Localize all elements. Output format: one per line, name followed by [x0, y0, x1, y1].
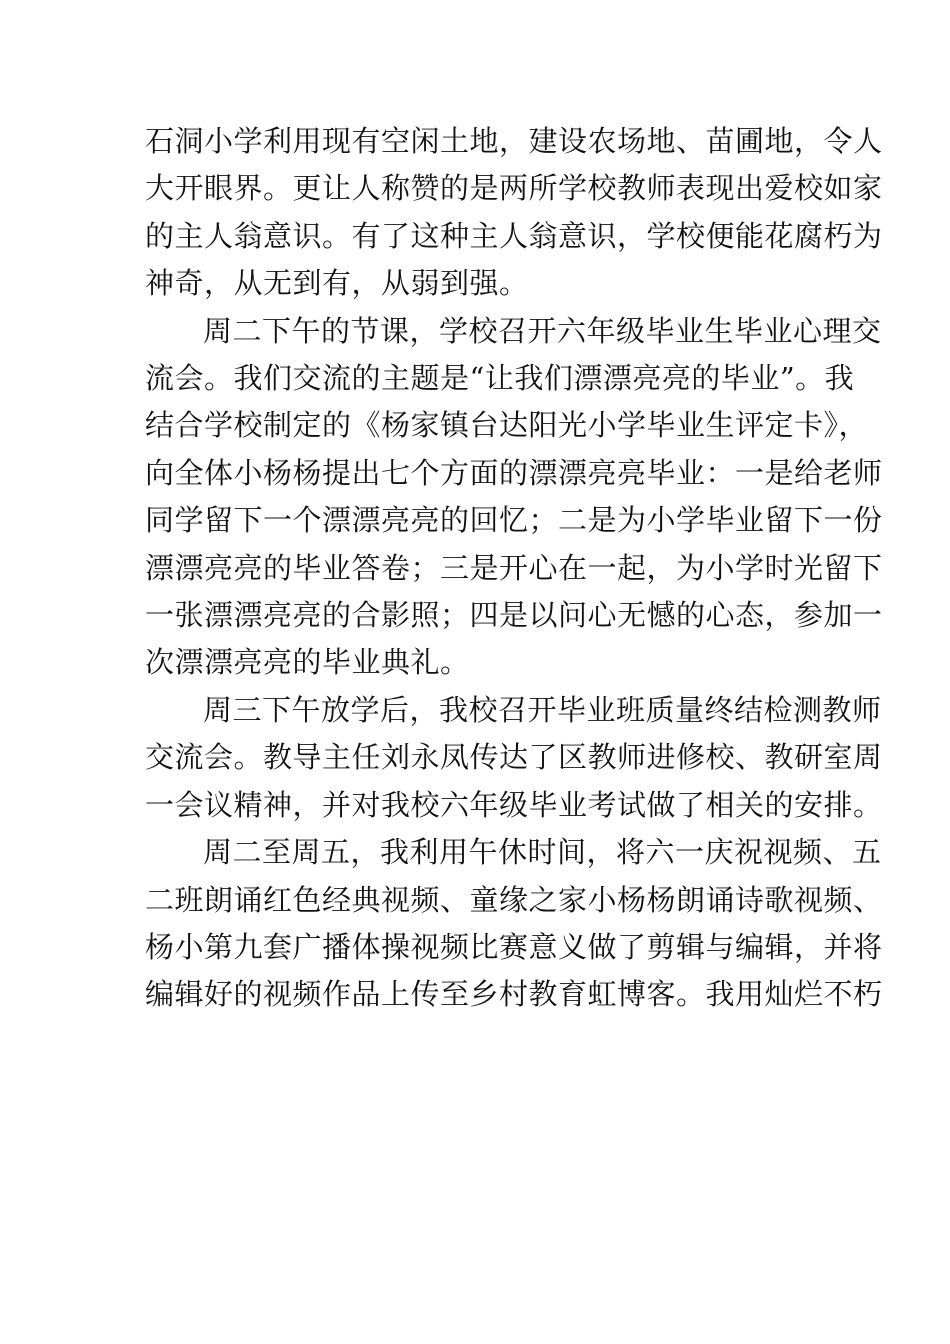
text-line: 石洞小学利用现有空闲土地，建设农场地、苗圃地，令人: [145, 124, 883, 158]
text-line: 交流会。教导主任刘永凤传达了区教师进修校、教研室周: [145, 740, 883, 775]
text-line: 周二至周五，我利用午休时间，将六一庆祝视频、五: [203, 835, 882, 870]
paragraph-1: [145, 118, 883, 308]
paragraph-3: [145, 687, 883, 829]
text-line: 向全体小杨杨提出七个方面的漂漂亮亮毕业：一是给老师: [145, 455, 883, 490]
paragraph-2: [145, 308, 883, 687]
text-line: 神奇，从无到有，从弱到强。: [145, 266, 529, 301]
text-line: 结合学校制定的《杨家镇台达阳光小学毕业生评定卡》，: [145, 408, 869, 443]
text-line: 次漂漂亮亮的毕业典礼。: [145, 645, 470, 680]
text-line: 同学留下一个漂漂亮亮的回忆；二是为小学毕业留下一份: [145, 503, 883, 538]
text-line: 周二下午的节课，学校召开六年级毕业生毕业心理交: [203, 313, 882, 348]
text-line: 的主人翁意识。有了这种主人翁意识，学校便能花腐朽为: [145, 218, 883, 253]
text-line: 编辑好的视频作品上传至乡村教育虹博客。我用灿烂不朽: [145, 977, 883, 1012]
text-line: 一会议精神，并对我校六年级毕业考试做了相关的安排。: [145, 787, 883, 822]
text-line: 一张漂漂亮亮的合影照；四是以问心无憾的心态，参加一: [145, 598, 883, 633]
text-line: 漂漂亮亮的毕业答卷；三是开心在一起，为小学时光留下: [145, 550, 883, 585]
text-line: 二班朗诵红色经典视频、童缘之家小杨杨朗诵诗歌视频、: [145, 882, 883, 917]
text-line: 周三下午放学后，我校召开毕业班质量终结检测教师: [203, 692, 882, 727]
text-line: 流会。我们交流的主题是“让我们漂漂亮亮的毕业”。我: [145, 361, 855, 396]
text-line: 杨小第九套广播体操视频比赛意义做了剪辑与编辑，并将: [145, 929, 883, 964]
document-body: [145, 118, 883, 1019]
paragraph-4: [145, 829, 883, 1019]
text-line: 大开眼界。更让人称赞的是两所学校教师表现出爱校如家: [145, 171, 883, 206]
